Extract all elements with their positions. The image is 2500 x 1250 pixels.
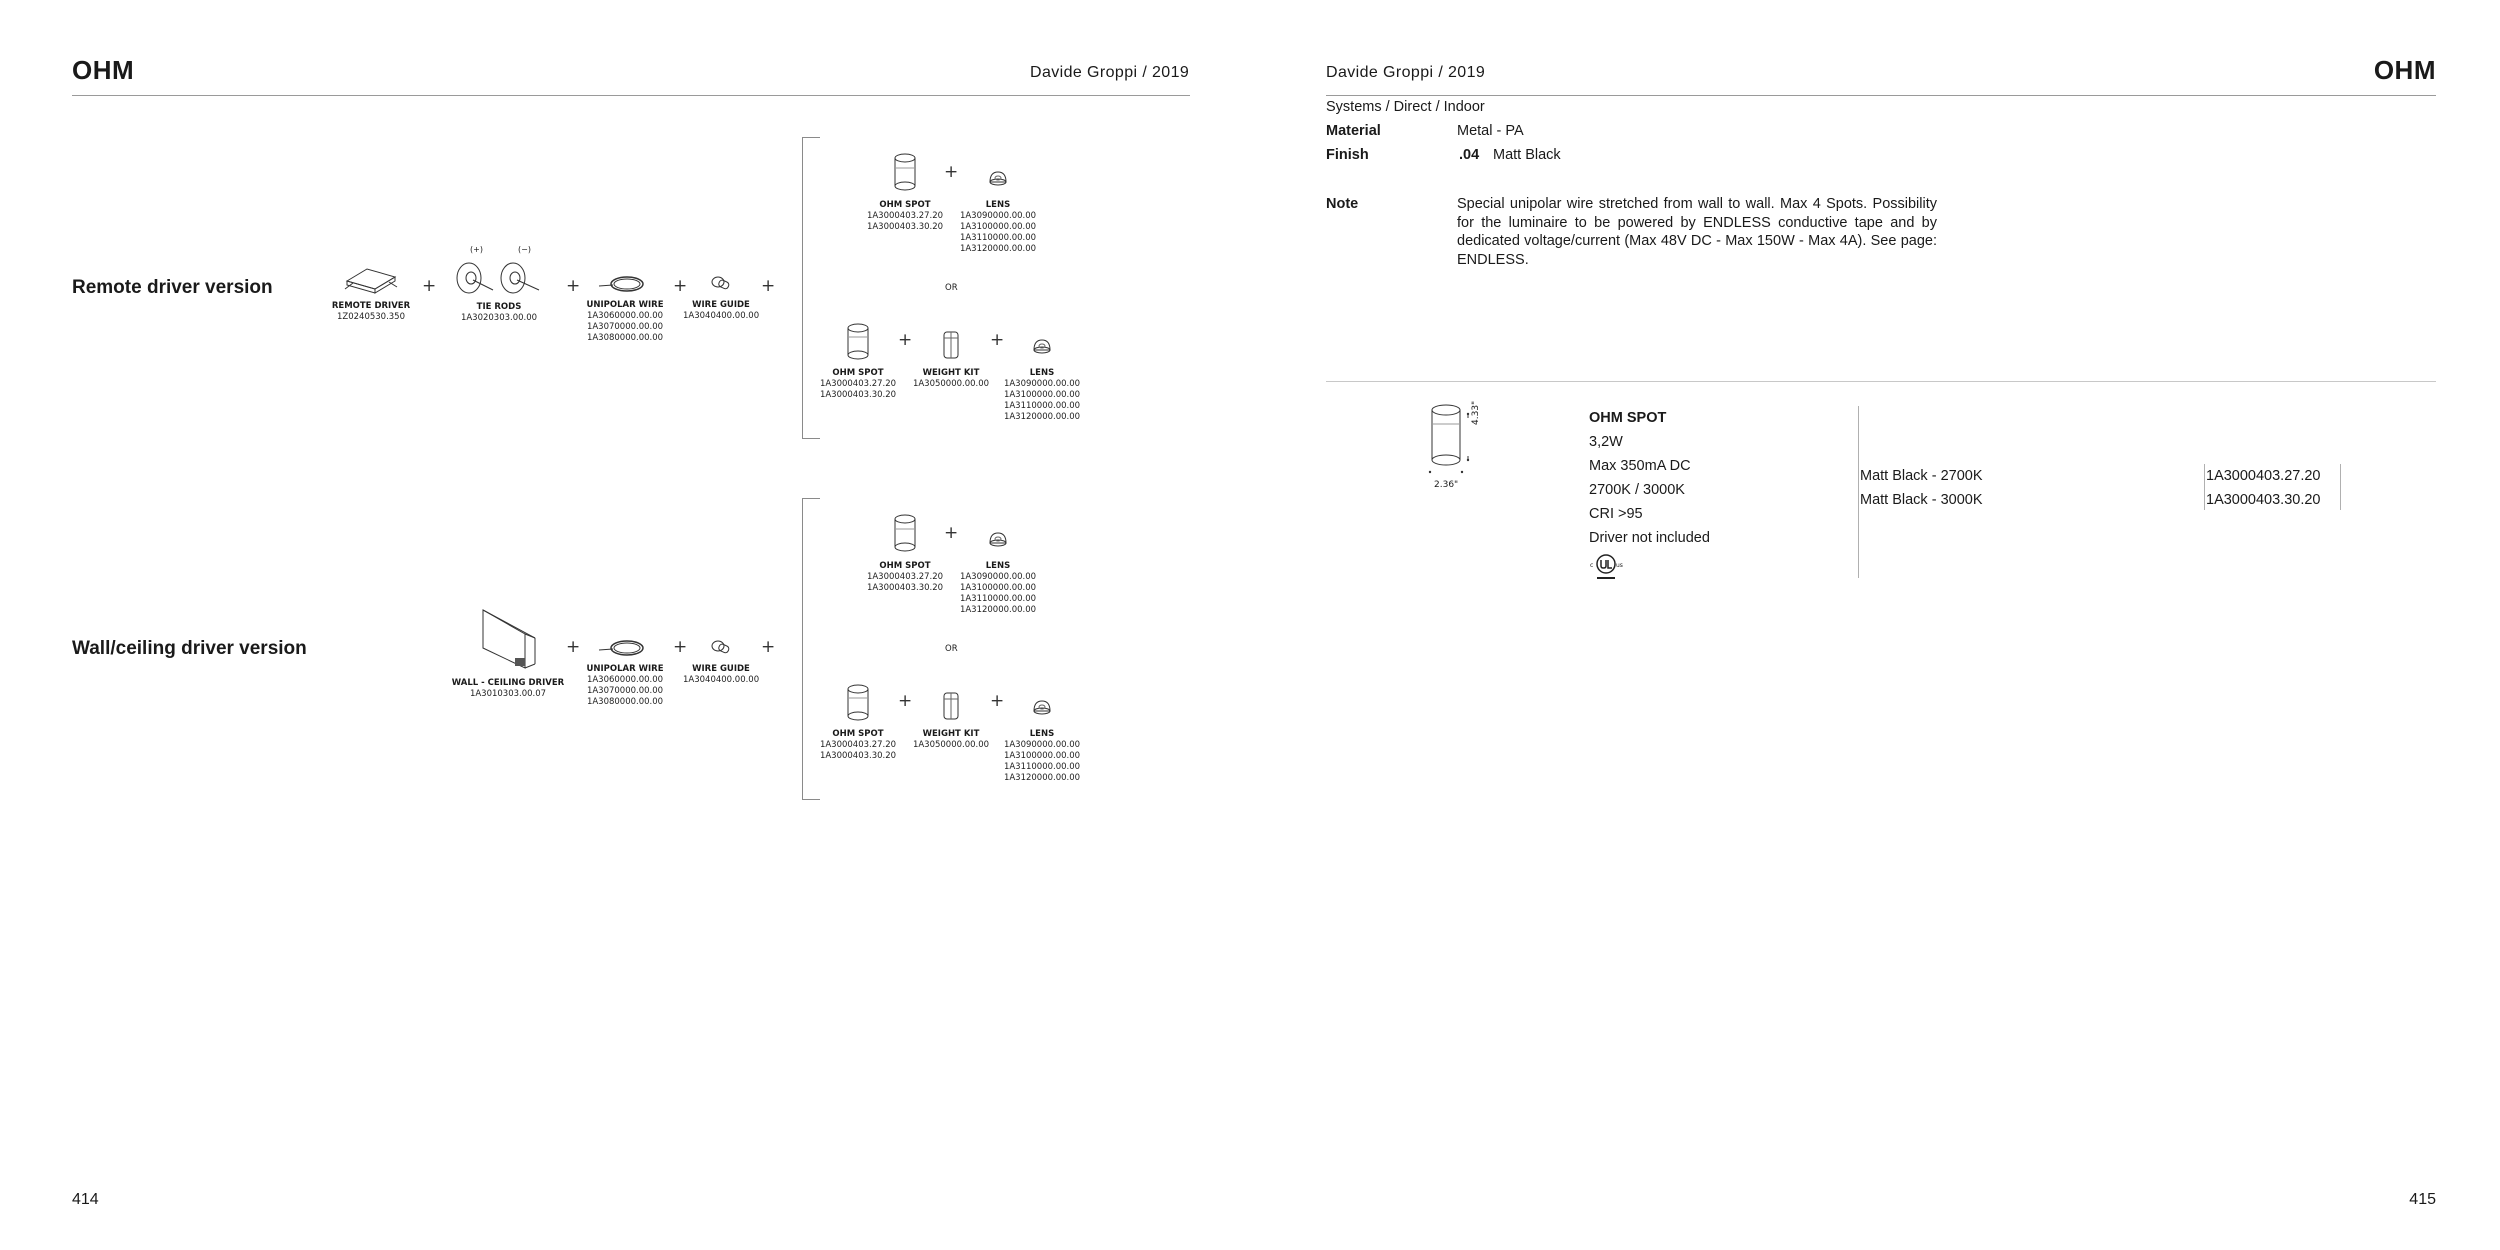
part-code: 1A3100000.00.00 bbox=[1003, 751, 1081, 761]
part-code: 1A3090000.00.00 bbox=[959, 572, 1037, 582]
note-text: Special unipolar wire stretched from wall to wall. Max 4 Spots. Possibility for the luminaire to be powered by ENDLESS conductive tape and by dedicated voltage/current (Max 48V DC - Max 150W - Max 4A). See page: ENDLESS. bbox=[1457, 196, 1937, 268]
lens-option bbox=[1002, 330, 1082, 423]
tie-rods-part bbox=[444, 258, 554, 324]
part-code: 1A3120000.00.00 bbox=[1003, 773, 1081, 783]
part-code: 1A3090000.00.00 bbox=[959, 211, 1037, 221]
width-dimension: 2.36" bbox=[1434, 480, 1459, 490]
ohm-spot-drawing-icon bbox=[1418, 400, 1478, 480]
plus-sign: + bbox=[761, 637, 776, 657]
wall-ceiling-driver-version-title: Wall/ceiling driver version bbox=[72, 638, 307, 659]
part-label: OHM SPOT bbox=[832, 368, 884, 378]
spec-power: 3,2W bbox=[1589, 434, 1623, 450]
part-code: 1A3000403.27.20 bbox=[819, 379, 897, 389]
plus-sign: + bbox=[944, 162, 959, 182]
part-code: 1A3080000.00.00 bbox=[586, 333, 664, 343]
part-code: 1Z0240530.350 bbox=[336, 312, 405, 322]
part-code: 1A3060000.00.00 bbox=[586, 675, 664, 685]
right-header-rule bbox=[1326, 95, 2436, 96]
part-label: OHM SPOT bbox=[832, 729, 884, 739]
lens-option bbox=[958, 162, 1038, 255]
right-brand-title: OHM bbox=[2373, 55, 2436, 85]
svg-text:us: us bbox=[1616, 562, 1623, 569]
lens-icon bbox=[1029, 691, 1055, 725]
unipolar-wire-part bbox=[584, 636, 666, 708]
code-divider bbox=[2204, 464, 2205, 510]
plus-sign: + bbox=[898, 330, 913, 350]
material-label: Material bbox=[1326, 123, 1381, 139]
finish-code: .04 bbox=[1459, 147, 1480, 163]
variant-finish: Matt Black - 2700K bbox=[1860, 468, 1983, 484]
part-code: 1A3120000.00.00 bbox=[959, 605, 1037, 615]
ul-listed-logo bbox=[1589, 553, 1623, 588]
spec-cri: CRI >95 bbox=[1589, 506, 1643, 522]
ohm-spot-dimension-drawing bbox=[1418, 400, 1478, 485]
part-code: 1A3000403.30.20 bbox=[819, 390, 897, 400]
plus-sign: + bbox=[422, 276, 437, 296]
variant-code: 1A3000403.27.20 bbox=[2206, 468, 2321, 484]
part-code: 1A3070000.00.00 bbox=[586, 686, 664, 696]
part-label: WEIGHT KIT bbox=[922, 368, 980, 378]
part-label: TIE RODS bbox=[476, 302, 522, 312]
part-label: WALL - CEILING DRIVER bbox=[451, 678, 565, 688]
plus-sign: + bbox=[898, 691, 913, 711]
lens-icon bbox=[1029, 330, 1055, 364]
ohm-spot-option bbox=[814, 683, 902, 762]
part-code: 1A3090000.00.00 bbox=[1003, 379, 1081, 389]
part-code: 1A3110000.00.00 bbox=[1003, 401, 1081, 411]
wall-ceiling-driver-part bbox=[448, 606, 568, 700]
part-label: WIRE GUIDE bbox=[692, 664, 750, 674]
ohm-spot-icon bbox=[890, 513, 920, 557]
part-label: WIRE GUIDE bbox=[692, 300, 750, 310]
part-code: 1A3050000.00.00 bbox=[912, 740, 990, 750]
part-code: 1A3000403.30.20 bbox=[866, 222, 944, 232]
polarity-negative: (−) bbox=[518, 245, 531, 254]
spec-color-temperature: 2700K / 3000K bbox=[1589, 482, 1685, 498]
part-code: 1A3010303.00.07 bbox=[469, 689, 547, 699]
left-header-rule bbox=[72, 95, 1190, 96]
part-code: 1A3000403.27.20 bbox=[866, 211, 944, 221]
part-code: 1A3100000.00.00 bbox=[959, 222, 1037, 232]
part-code: 1A3000403.27.20 bbox=[866, 572, 944, 582]
part-label: WEIGHT KIT bbox=[922, 729, 980, 739]
unipolar-wire-icon bbox=[597, 272, 653, 296]
part-code: 1A3040400.00.00 bbox=[683, 675, 760, 685]
right-page-number: 415 bbox=[2409, 1191, 2436, 1208]
left-author: Davide Groppi / 2019 bbox=[1030, 64, 1190, 81]
wire-guide-icon bbox=[706, 272, 736, 296]
variant-code: 1A3000403.30.20 bbox=[2206, 492, 2321, 508]
table-divider bbox=[1858, 406, 1859, 578]
tie-rods-icon bbox=[451, 258, 547, 298]
spec-current: Max 350mA DC bbox=[1589, 458, 1691, 474]
part-code: 1A3040400.00.00 bbox=[683, 311, 760, 321]
part-code: 1A3020303.00.00 bbox=[460, 313, 538, 323]
plus-sign: + bbox=[673, 637, 688, 657]
plus-sign: + bbox=[566, 276, 581, 296]
spec-driver: Driver not included bbox=[1589, 530, 1710, 546]
remote-driver-version-title: Remote driver version bbox=[72, 277, 273, 298]
left-page-number: 414 bbox=[72, 1191, 99, 1208]
note-label: Note bbox=[1326, 196, 1359, 212]
plus-sign: + bbox=[990, 691, 1005, 711]
plus-sign: + bbox=[990, 330, 1005, 350]
part-label: LENS bbox=[985, 561, 1011, 571]
height-dimension: 4.33" bbox=[1471, 400, 1481, 425]
part-code: 1A3000403.30.20 bbox=[819, 751, 897, 761]
ohm-spot-icon bbox=[843, 683, 873, 725]
material-value: Metal - PA bbox=[1457, 123, 1524, 139]
part-code: 1A3050000.00.00 bbox=[912, 379, 990, 389]
part-code: 1A3090000.00.00 bbox=[1003, 740, 1081, 750]
code-divider bbox=[2340, 464, 2341, 510]
part-code: 1A3000403.30.20 bbox=[866, 583, 944, 593]
product-section-rule bbox=[1326, 381, 2436, 382]
ohm-spot-icon bbox=[890, 152, 920, 196]
part-label: OHM SPOT bbox=[879, 561, 931, 571]
right-author: Davide Groppi / 2019 bbox=[1326, 64, 1486, 81]
part-label: UNIPOLAR WIRE bbox=[586, 300, 664, 310]
part-label: LENS bbox=[985, 200, 1011, 210]
part-label: OHM SPOT bbox=[879, 200, 931, 210]
plus-sign: + bbox=[673, 276, 688, 296]
weight-kit-icon bbox=[940, 326, 962, 364]
finish-label: Finish bbox=[1326, 147, 1369, 163]
unipolar-wire-part bbox=[584, 272, 666, 344]
lens-option bbox=[958, 523, 1038, 616]
part-code: 1A3100000.00.00 bbox=[1003, 390, 1081, 400]
part-code: 1A3120000.00.00 bbox=[1003, 412, 1081, 422]
or-label: OR bbox=[945, 644, 958, 654]
wire-guide-part bbox=[683, 636, 759, 686]
product-name: OHM SPOT bbox=[1589, 410, 1667, 426]
part-code: 1A3080000.00.00 bbox=[586, 697, 664, 707]
part-code: 1A3110000.00.00 bbox=[959, 233, 1037, 243]
part-code: 1A3000403.27.20 bbox=[819, 740, 897, 750]
plus-sign: + bbox=[761, 276, 776, 296]
part-code: 1A3100000.00.00 bbox=[959, 583, 1037, 593]
weight-kit-option bbox=[910, 326, 992, 390]
part-code: 1A3110000.00.00 bbox=[959, 594, 1037, 604]
variant-finish: Matt Black - 3000K bbox=[1860, 492, 1983, 508]
finish-value: Matt Black bbox=[1493, 147, 1561, 163]
ohm-spot-icon bbox=[843, 322, 873, 364]
wire-guide-icon bbox=[706, 636, 736, 660]
wall-ceiling-driver-icon bbox=[473, 606, 543, 674]
part-code: 1A3110000.00.00 bbox=[1003, 762, 1081, 772]
part-code: 1A3120000.00.00 bbox=[959, 244, 1037, 254]
plus-sign: + bbox=[944, 523, 959, 543]
polarity-positive: (+) bbox=[470, 245, 483, 254]
part-code: 1A3070000.00.00 bbox=[586, 322, 664, 332]
or-label: OR bbox=[945, 283, 958, 293]
part-label: LENS bbox=[1029, 368, 1055, 378]
weight-kit-icon bbox=[940, 687, 962, 725]
weight-kit-option bbox=[910, 687, 992, 751]
part-label: REMOTE DRIVER bbox=[331, 301, 411, 311]
remote-driver-part bbox=[328, 263, 414, 323]
svg-text:c: c bbox=[1590, 562, 1594, 569]
ohm-spot-option bbox=[860, 513, 950, 594]
ul-listed-icon bbox=[1589, 553, 1623, 583]
ohm-spot-option bbox=[814, 322, 902, 401]
remote-driver-icon bbox=[343, 263, 399, 297]
part-label: UNIPOLAR WIRE bbox=[586, 664, 664, 674]
ohm-spot-option bbox=[860, 152, 950, 233]
lens-option bbox=[1002, 691, 1082, 784]
left-brand-title: OHM bbox=[72, 55, 135, 85]
category-path: Systems / Direct / Indoor bbox=[1326, 99, 1485, 115]
plus-sign: + bbox=[566, 637, 581, 657]
part-code: 1A3060000.00.00 bbox=[586, 311, 664, 321]
wire-guide-part bbox=[683, 272, 759, 322]
part-label: LENS bbox=[1029, 729, 1055, 739]
unipolar-wire-icon bbox=[597, 636, 653, 660]
lens-icon bbox=[985, 523, 1011, 557]
lens-icon bbox=[985, 162, 1011, 196]
